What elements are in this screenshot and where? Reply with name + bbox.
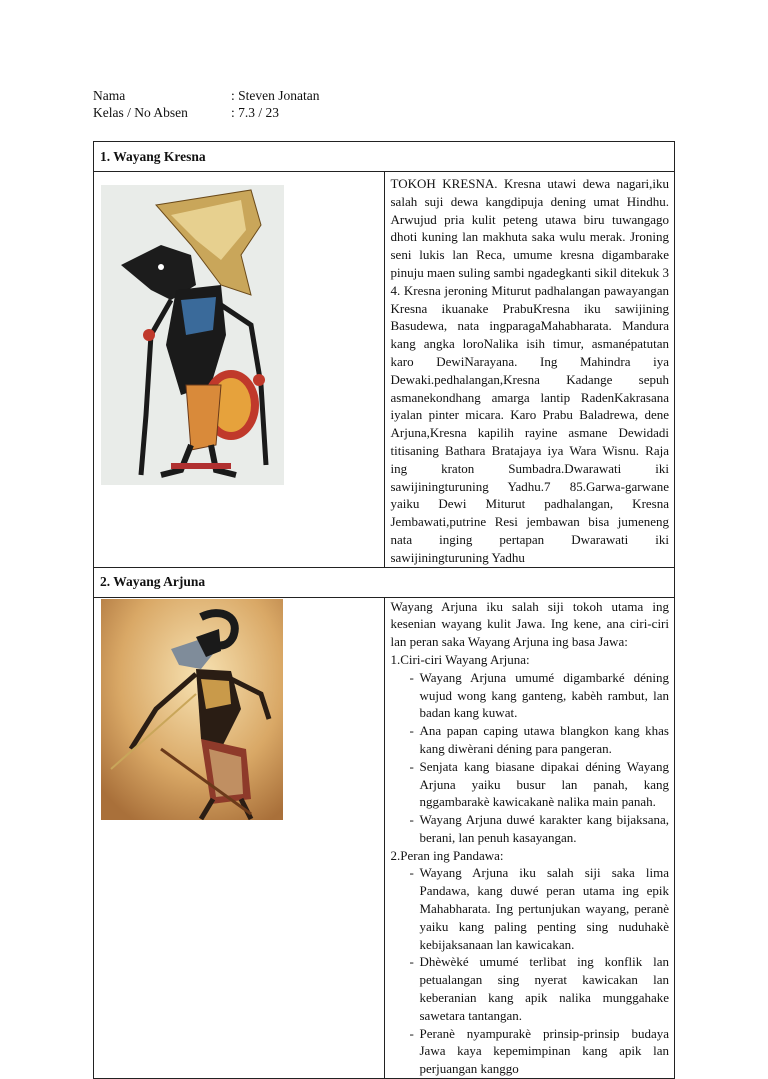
wayang-kresna-image: [101, 185, 284, 485]
section2-sub2-list: [391, 864, 670, 1078]
student-header: [93, 87, 319, 121]
section1-row: [94, 172, 675, 568]
name-label: Nama: [93, 88, 126, 103]
section1-title-row: [94, 142, 675, 172]
class-value: : 7.3 / 23: [231, 105, 280, 120]
section2-text-cell: [384, 597, 675, 1079]
list-item: - Wayang Arjuna iku salah siji saka lima Pandawa, kang duwé peran utama ing epik Mahabharata. Ing pertunjukan wayang, peranè yaiku kang paling penting sing nuduhakè kebijaksanaan lan kawicakan.: [420, 864, 670, 953]
section1-image-cell: [94, 172, 385, 568]
section2-sub1-title: 1.Ciri-ciri Wayang Arjuna:: [390, 651, 530, 667]
class-label: Kelas / No Absen: [93, 105, 188, 120]
name-value: : Steven Jonatan: [231, 88, 320, 103]
section2-title: 2. Wayang Arjuna: [94, 567, 675, 597]
list-item: - Dhèwèké umumé terlibat ing konflik lan petualangan sing nyerat kawicakan lan keberanian kang apik nalika munggahake sawetara tantangan.: [420, 953, 670, 1024]
section2-sub1-list: [391, 669, 670, 847]
section2-row: [94, 597, 675, 1079]
name-row: [93, 87, 319, 104]
section2-intro: Wayang Arjuna iku salah siji tokoh utama ing kesenian wayang kulit Jawa. Ing kene, ana ciri-ciri lan peran saka Wayang Arjuna ing basa Jawa:: [390, 598, 669, 650]
wayang-table: [93, 141, 675, 1079]
list-item: - Wayang Arjuna duwé karakter kang bijaksana, berani, lan penuh kasayangan.: [420, 811, 670, 847]
list-item: - Peranè nyampurakè prinsip-prinsip budaya Jawa kaya kepemimpinan kang apik lan perjuangan kanggo: [420, 1025, 670, 1078]
list-item: - Senjata kang biasane dipakai déning Wayang Arjuna yaiku busur lan panah, kang nggambarakè kawicakanè nalika main panah.: [420, 758, 670, 811]
class-row: [93, 104, 319, 121]
section2-title-row: [94, 567, 675, 597]
section1-text: TOKOH KRESNA. Kresna utawi dewa nagari,iku salah suji dewa kangdipuja dening umat Hindhu. Arwujud pria kulit peteng utawa biru tuwangago dhoti kuning lan makhuta saka wulu merak. Jroning seni lukis lan Reca, umume kresna digambarake pinuju maen suling sambi ngadegkanti sikil ditekuk 3 4. Kresna jeroning Miturut padhalangan pawayangan Kresna ikuanake PrabuKresna iku sawijining Basudewa, nata ingparagaMahabharata. Mandura kang angka loroNalika isih timur, asmanépatutan karo DewiNarayana. Ing Mahindra iya Dewaki.pedhalangan,Kresna Kadange sepuh asmanekondhang amarga lantip RadenKakrasana iyalan pinter micara. Karo Prabu Baladrewa, dene Arjuna,Kresna kapilih rayine asmane Dewidadi titisaning Bathara Bratajaya iya Wara Wisnu. Raja ing kraton Sumbadra.Dwarawati iki sawijiningturuning Yadhu.7 85.Garwa-garwane yaiku Dewi Miturut padhalangan, Kresna Jembawati,putrine Resi jembawan bisa jumeneng nata inging pertapan Dwarawati iki sawijiningturuning Yadhu: [384, 172, 675, 568]
list-item: - Ana papan caping utawa blangkon kang khas kang diwèrani déning para pangeran.: [420, 722, 670, 758]
section2-image-cell: [94, 597, 385, 1079]
section2-sub2-title: 2.Peran ing Pandawa:: [390, 847, 504, 863]
list-item: - Wayang Arjuna umumé digambarké déning wujud wong kang ganteng, kabèh rambut, lan badan kang kuwat.: [420, 669, 670, 722]
section1-title: 1. Wayang Kresna: [94, 142, 675, 172]
wayang-arjuna-image: [101, 599, 283, 820]
